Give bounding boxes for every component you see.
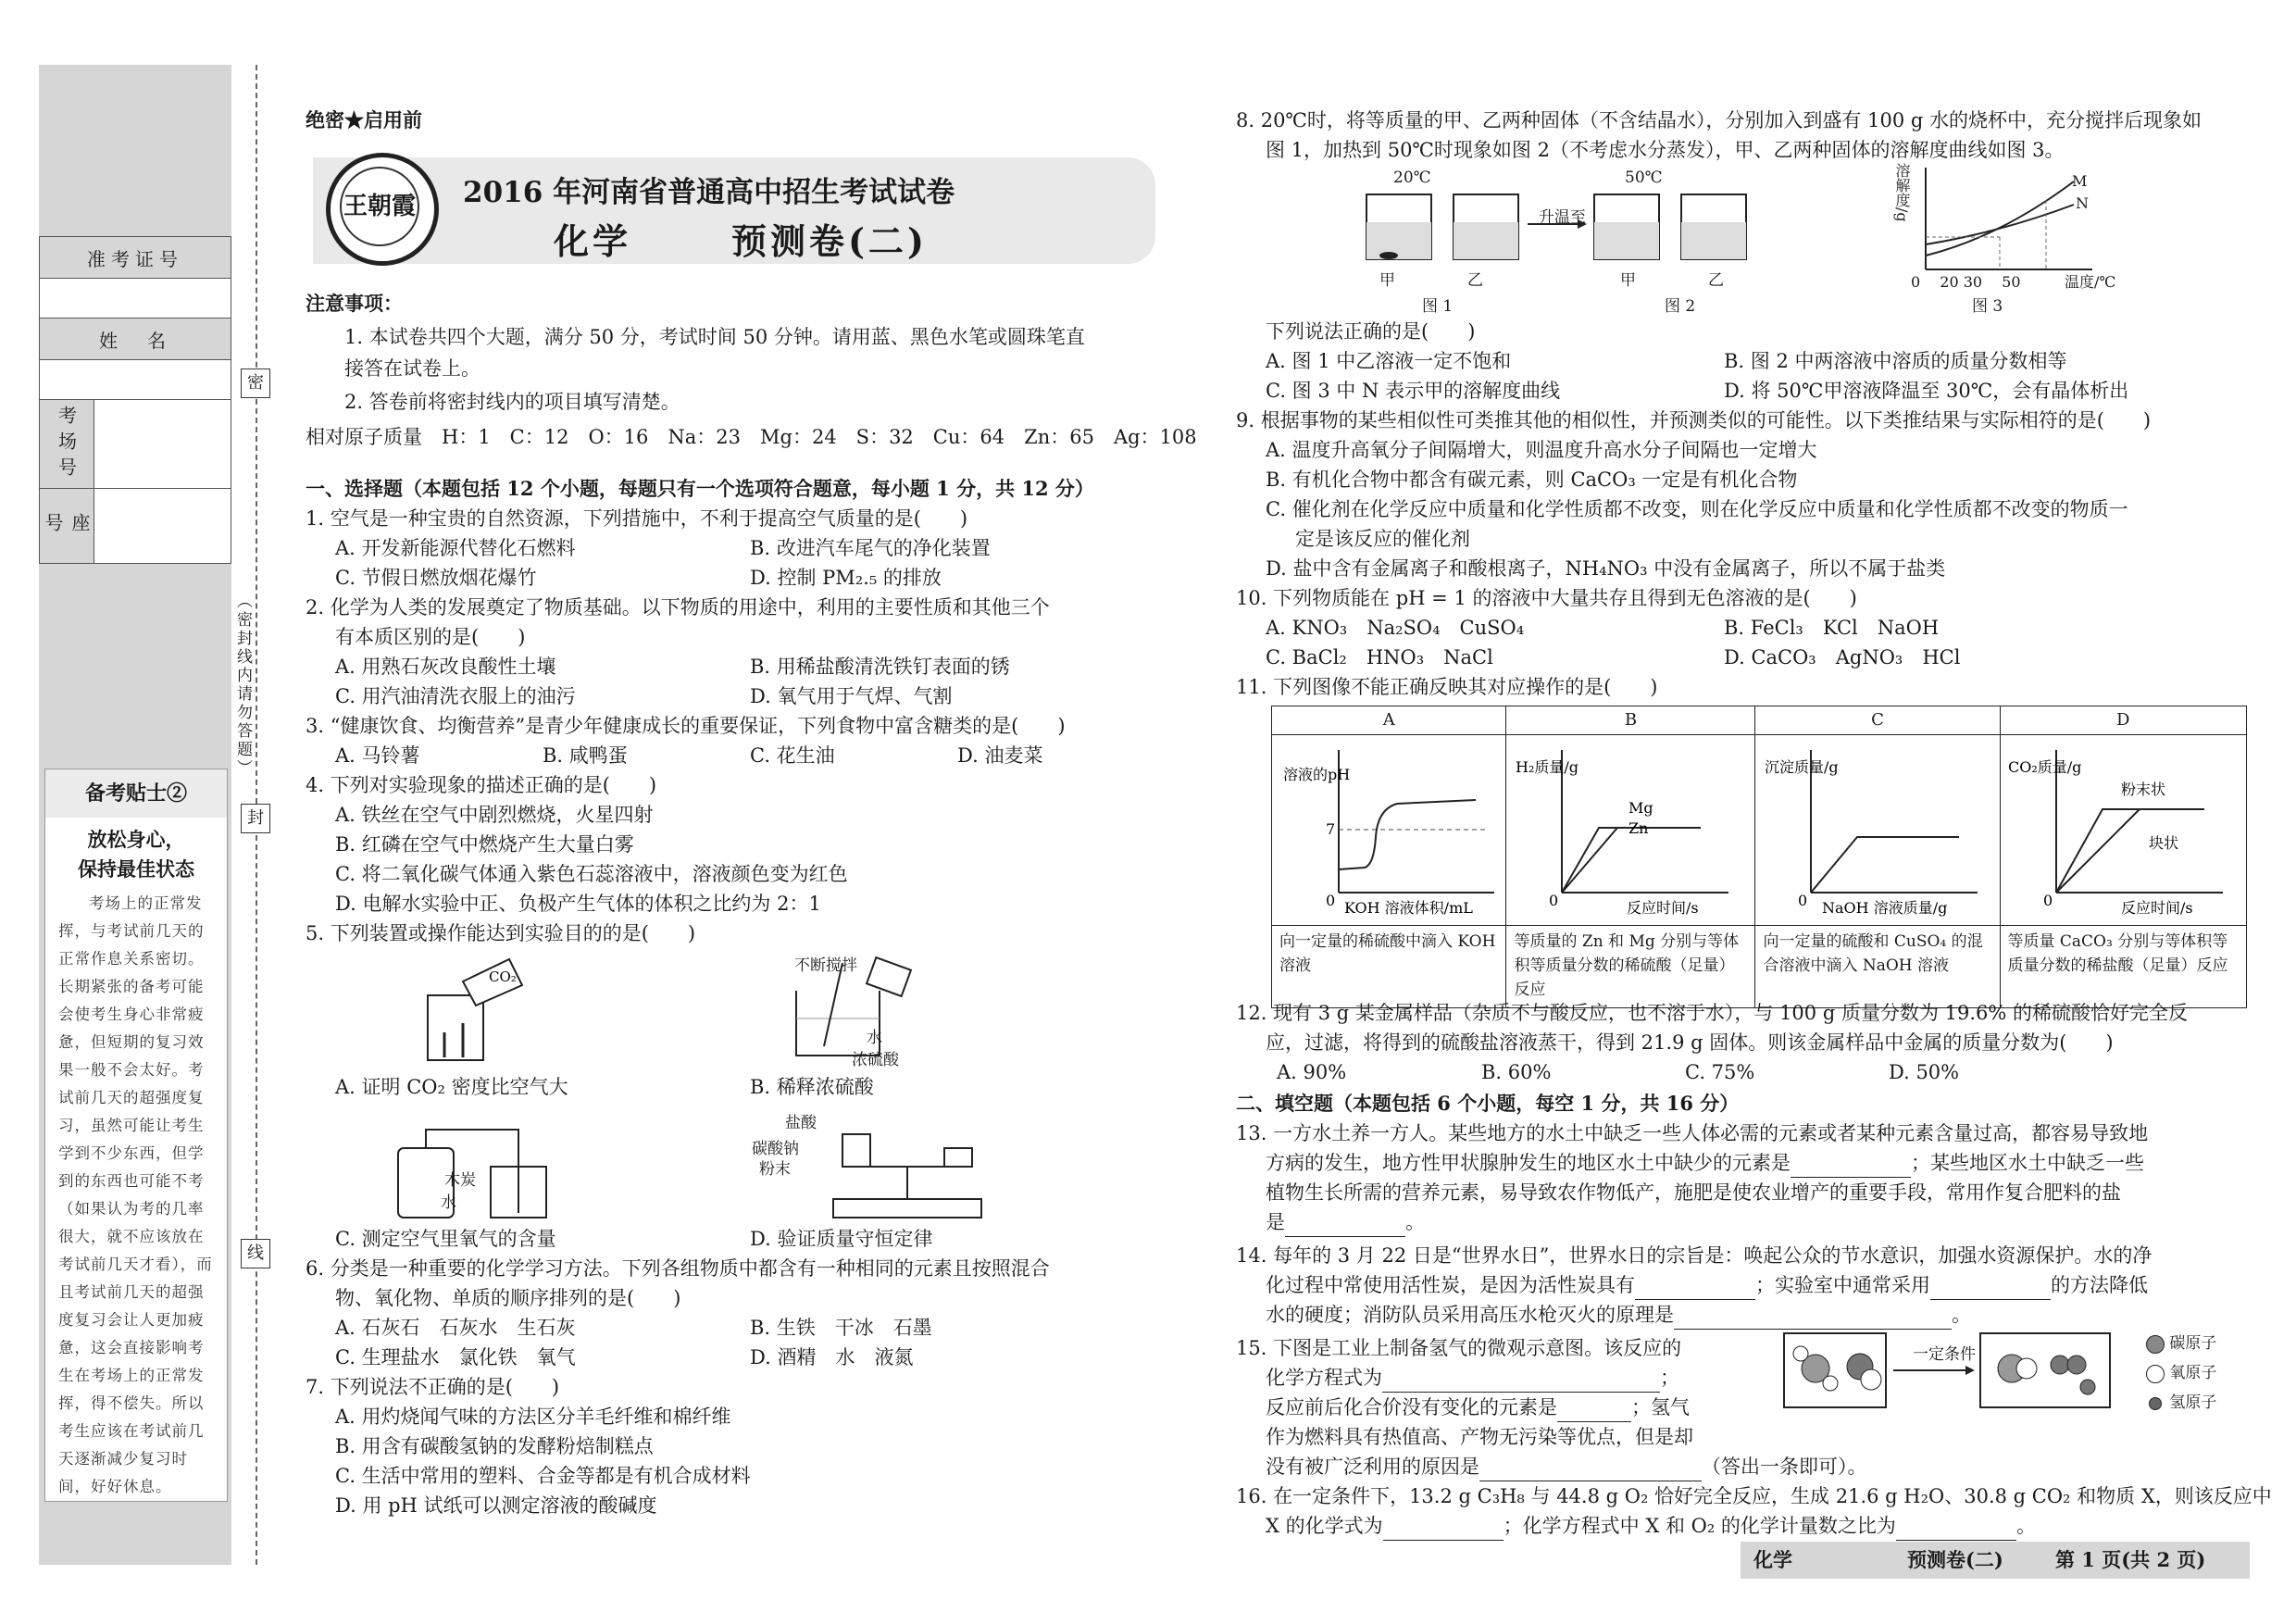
q10-stem: 10. 下列物质能在 pH = 1 的溶液中大量共存且得到无色溶液的是( ) (1236, 587, 1857, 609)
q2-stem-1: 2. 化学为人类的发展奠定了物质基础。以下物质的用途中，利用的主要性质和其他三个 (306, 596, 1050, 619)
tip-title: 备考贴士② (45, 769, 227, 818)
fig2-yi: 乙 (1708, 271, 1724, 290)
graph-d-origin: 0 (2042, 892, 2053, 909)
page-footer (1741, 1542, 2250, 1579)
q5-option-d[interactable]: D. 验证质量守恒定律 (750, 1228, 933, 1250)
legend-oxygen-label: 氧原子 (2169, 1364, 2217, 1382)
carbon-atom-icon (2146, 1335, 2165, 1354)
graph-a-origin: 0 (1326, 892, 1336, 909)
q8-stem-1: 8. 20℃时，将等质量的甲、乙两种固体（不含结晶水），分别加入到盛有 100 g 水的烧杯中，充分搅拌后现象如 (1236, 109, 2202, 131)
q2-option-a[interactable]: A. 用熟石灰改良酸性土壤 (335, 656, 556, 678)
note-1a: 1. 本试卷共四个大题，满分 50 分，考试时间 50 分钟。请用蓝、黑色水笔或圆珠笔直 (344, 326, 1085, 348)
q6-stem-2: 物、氧化物、单质的顺序排列的是( ) (335, 1287, 681, 1309)
graph-b-mg: Mg (1628, 799, 1654, 817)
seat-label: 座 号 (40, 489, 94, 564)
oxygen-atom-icon (2146, 1365, 2165, 1383)
q15-text-2b: ； (1660, 1367, 1679, 1389)
footer-page: 第 1 页(共 2 页) (2055, 1548, 2206, 1571)
fig3-caption: 图 3 (1972, 297, 2003, 316)
q4-stem: 4. 下列对实验现象的描述正确的是( ) (306, 774, 657, 796)
graph-c-origin: 0 (1798, 892, 1808, 909)
q3-stem: 3. “健康饮食、均衡营养”是青少年健康成长的重要保证，下列食物中富含糖类的是( ) (306, 715, 1066, 737)
q4-option-d[interactable]: D. 电解水实验中正、负极产生气体的体积之比约为 2：1 (335, 893, 821, 915)
room-field[interactable] (94, 400, 231, 489)
footer-paper: 预测卷(二) (1907, 1548, 2003, 1571)
paper-title: 预测卷(二) (731, 220, 928, 262)
q8-option-c[interactable]: C. 图 3 中 N 表示甲的溶解度曲线 (1266, 380, 1561, 402)
q11-graph-table (1271, 706, 2247, 1008)
graph-d-y-label: CO₂质量/g (2007, 758, 2081, 776)
fig3-m: M (2072, 172, 2088, 190)
q11-graph-a[interactable] (1272, 735, 1506, 926)
q3-option-c[interactable]: C. 花生油 (750, 744, 835, 767)
q13-blank-1[interactable] (1791, 1156, 1911, 1178)
fig1-caption: 图 1 (1422, 297, 1454, 316)
q7-option-b[interactable]: B. 用含有碳酸氢钠的发酵粉焙制糕点 (335, 1435, 654, 1457)
q16-line-1: 16. 在一定条件下，13.2 g C₃H₈ 与 44.8 g O₂ 恰好完全反应，生成 21.6 g H₂O、30.8 g CO₂ 和物质 X，则该反应中 (1236, 1485, 2272, 1507)
q2-stem-2: 有本质区别的是( ) (335, 626, 526, 648)
subject-title: 化学 (554, 220, 632, 262)
q5-apparatus-a (407, 954, 555, 1065)
fig1-yi: 乙 (1467, 271, 1483, 290)
q13-line-4 (1266, 1207, 1425, 1237)
legend-oxygen (2146, 1359, 2216, 1383)
q15-text-3a: 反应前后化合价没有变化的元素是 (1266, 1396, 1557, 1418)
q8-option-d[interactable]: D. 将 50℃甲溶液降温至 30℃，会有晶体析出 (1724, 380, 2129, 402)
q2-option-b[interactable]: B. 用稀盐酸清洗铁钉表面的锈 (750, 656, 1010, 678)
q13-text-4b: 。 (1405, 1211, 1425, 1233)
q14-text-2c: 的方法降低 (2051, 1274, 2148, 1296)
fig3-n: N (2076, 194, 2089, 212)
q3-option-d[interactable]: D. 油麦菜 (957, 744, 1043, 767)
name-label: 姓 名 (40, 319, 231, 360)
q1-option-d[interactable]: D. 控制 PM₂.₅ 的排放 (750, 567, 942, 589)
footer-subject: 化学 (1753, 1548, 1792, 1571)
q1-option-a[interactable]: A. 开发新能源代替化石燃料 (335, 537, 576, 559)
q11-stem: 11. 下列图像不能正确反映其对应操作的是( ) (1236, 676, 1658, 698)
legend-carbon-label: 碳原子 (2169, 1334, 2217, 1353)
q11-graph-b[interactable] (1506, 735, 1755, 926)
q14-text-2b: ；实验室中通常采用 (1755, 1274, 1930, 1296)
graph-b-origin: 0 (1549, 892, 1559, 909)
q2-option-c[interactable]: C. 用汽油清洗衣服上的油污 (335, 685, 576, 707)
graph-d-svg (2001, 735, 2232, 920)
q7-option-c[interactable]: C. 生活中常用的塑料、合金等都是有机合成材料 (335, 1465, 751, 1487)
seal-char-feng: 封 (241, 804, 270, 833)
q5-stir-label: 不断搅拌 (794, 956, 857, 975)
q3-option-b[interactable]: B. 咸鸭蛋 (543, 744, 628, 767)
graph-d-powder: 粉末状 (2120, 781, 2165, 798)
q13-blank-2[interactable] (1285, 1216, 1405, 1237)
graph-a-x-label: KOH 溶液体积/mL (1344, 899, 1473, 917)
exam-no-label: 准考证号 (40, 237, 231, 279)
q4-option-a[interactable]: A. 铁丝在空气中剧烈燃烧，火星四射 (335, 804, 654, 826)
q1-stem: 1. 空气是一种宝贵的自然资源，下列措施中，不利于提高空气质量的是( ) (306, 507, 968, 530)
q5-water-label: 水 (867, 1029, 882, 1047)
graph-a-y-label: 溶液的pH (1283, 766, 1351, 783)
q15-line-3 (1266, 1393, 1690, 1422)
exam-no-field[interactable] (40, 279, 231, 319)
q12-option-d[interactable]: D. 50% (1889, 1061, 1960, 1083)
q15-blank-3[interactable] (1479, 1460, 1702, 1481)
q13-text-2a: 方病的发生，地方性甲状腺肿发生的地区水土中缺少的元素是 (1266, 1152, 1791, 1174)
fig3-x-label: 温度/℃ (2065, 273, 2116, 291)
graph-a-7: 7 (1326, 820, 1336, 838)
q11-graph-c[interactable] (1755, 735, 2000, 926)
graph-d-block: 块状 (2148, 834, 2178, 852)
graph-c-y-label: 沉淀质量/g (1765, 758, 1840, 776)
q14-blank-1[interactable] (1635, 1279, 1755, 1300)
fig2-temp: 50℃ (1625, 169, 1663, 187)
q5-option-a[interactable]: A. 证明 CO₂ 密度比空气大 (335, 1076, 568, 1098)
q15-blank-2[interactable] (1557, 1401, 1631, 1422)
q4-option-c[interactable]: C. 将二氧化碳气体通入紫色石蕊溶液中，溶液颜色变为红色 (335, 863, 848, 885)
room-label: 考场号 (40, 400, 94, 489)
q6-option-d[interactable]: D. 酒精 水 液氮 (750, 1346, 914, 1368)
q16-blank-1[interactable] (1383, 1519, 1504, 1541)
q2-option-d[interactable]: D. 氧气用于气焊、气割 (750, 685, 953, 707)
q5-powder-label: 粉末 (759, 1160, 791, 1179)
heat-label: 升温至 (1539, 208, 1586, 227)
q15-text-5a: 没有被广泛利用的原因是 (1266, 1456, 1479, 1478)
q12-option-a[interactable]: A. 90% (1277, 1061, 1347, 1083)
graph-c-x-label: NaOH 溶液质量/g (1822, 899, 1948, 917)
q5-hcl-label: 盐酸 (785, 1114, 817, 1132)
q10-option-c[interactable]: C. BaCl₂ HNO₃ NaCl (1266, 646, 1493, 669)
q15-blank-1[interactable] (1382, 1371, 1660, 1393)
q5-acid-label: 浓硫酸 (852, 1051, 899, 1069)
q10-option-d[interactable]: D. CaCO₃ AgNO₃ HCl (1724, 646, 1961, 669)
q7-option-a[interactable]: A. 用灼烧闻气味的方法区分羊毛纤维和棉纤维 (335, 1406, 731, 1428)
seal-char-xian: 线 (241, 1239, 270, 1268)
q15-condition: 一定条件 (1913, 1345, 1976, 1364)
publisher-logo (326, 153, 439, 266)
legend-carbon (2146, 1330, 2216, 1354)
note-1b: 接答在试卷上。 (344, 357, 480, 380)
q9-stem: 9. 根据事物的某些相似性可类推其他的相似性，并预测类似的可能性。以下类推结果与实际相符的是( ) (1236, 409, 2152, 431)
q10-option-a[interactable]: A. KNO₃ Na₂SO₄ CuSO₄ (1266, 617, 1525, 639)
fig2-jia: 甲 (1620, 271, 1636, 290)
q14-text-3b: 。 (1952, 1304, 1971, 1326)
section-1-heading: 一、选择题（本题包括 12 个小题，每题只有一个选项符合题意，每小题 1 分，共 12 分） (306, 477, 1094, 500)
legend-hydrogen (2146, 1389, 2216, 1412)
q9-option-c-1[interactable]: C. 催化剂在化学反应中质量和化学性质都不改变，则在化学反应中质量和化学性质都不改变的物质一 (1266, 498, 2128, 520)
section-2-heading: 二、填空题（本题包括 6 个小题，每空 1 分，共 16 分） (1236, 1092, 1740, 1115)
q5-option-c[interactable]: C. 测定空气里氧气的含量 (335, 1228, 556, 1250)
q11-desc-b: 等质量的 Zn 和 Mg 分别与等体积等质量分数的稀硫酸（足量）反应 (1506, 926, 1755, 1008)
q9-option-d[interactable]: D. 盐中含有金属离子和酸根离子，NH₄NO₃ 中没有金属离子，所以不属于盐类 (1266, 557, 1946, 580)
q6-option-b[interactable]: B. 生铁 干冰 石墨 (750, 1317, 932, 1339)
q13-line-3: 植物生长所需的营养元素，易导致农作物低产，施肥是使农业增产的重要手段，常用作复合肥料的盐 (1266, 1181, 2121, 1204)
q11-desc-a: 向一定量的稀硫酸中滴入 KOH 溶液 (1272, 926, 1506, 1008)
q3-option-a[interactable]: A. 马铃薯 (335, 744, 420, 767)
tip-sub-1: 放松身心， (87, 828, 185, 851)
tip-text: 考场上的正常发挥，与考试前几天的正常作息关系密切。长期紧张的备考可能会使考生身心非常疲惫，但短期的复习效果一般不会太好。考试前几天的超强度复习，虽然可能让考生学到不少东西，但学到的东西也可能不考（如果认为考的几率很大，就不应该放在考试前几天才看），而且考试前几天的超强度复习会让人更加疲惫，这会直接影响考生在考场上的正常发挥，得不偿失。所以考生应该在考试前几天逐渐减少复习时间，好好休息。 (58, 894, 213, 1495)
seat-field[interactable] (94, 489, 231, 564)
q8-stem-2: 图 1，加热到 50℃时现象如图 2（不考虑水分蒸发），甲、乙两种固体的溶解度曲线如图 3。 (1266, 139, 2065, 161)
q14-blank-2[interactable] (1930, 1279, 2051, 1300)
seal-note: （密封线内请勿答题） (233, 593, 252, 778)
q5-option-b[interactable]: B. 稀释浓硫酸 (750, 1076, 874, 1098)
fig1-jia: 甲 (1379, 271, 1395, 290)
q11-header-b: B (1506, 706, 1755, 735)
q15-line-2 (1266, 1363, 1679, 1393)
q10-option-b[interactable]: B. FeCl₃ KCl NaOH (1724, 617, 1940, 639)
notes-title: 注意事项： (306, 292, 403, 315)
q4-option-b[interactable]: B. 红磷在空气中燃烧产生大量白雾 (335, 833, 634, 856)
seal-char-mi: 密 (241, 369, 270, 398)
q5-na-label: 碳酸钠 (752, 1140, 799, 1158)
q6-option-a[interactable]: A. 石灰石 石灰水 生石灰 (335, 1317, 576, 1339)
q6-stem-1: 6. 分类是一种重要的化学学习方法。下列各组物质中都含有一种相同的元素且按照混合 (306, 1257, 1050, 1280)
q16-text-2a: X 的化学式为 (1266, 1515, 1383, 1537)
note-2: 2. 答卷前将密封线内的项目填写清楚。 (344, 391, 680, 413)
q14-line-2 (1266, 1270, 2148, 1300)
q5-co2-label: CO₂ (489, 968, 517, 985)
q11-header-d: D (2000, 706, 2247, 735)
q16-text-2b: ；化学方程式中 X 和 O₂ 的化学计量数之比为 (1503, 1515, 1896, 1537)
q15-line-5 (1266, 1452, 1867, 1481)
fig2-caption: 图 2 (1665, 297, 1696, 316)
q16-blank-2[interactable] (1896, 1519, 2016, 1541)
graph-a-svg (1272, 735, 1504, 920)
graph-b-y-label: H₂质量/g (1516, 758, 1579, 776)
q8-option-b[interactable]: B. 图 2 中两溶液中溶质的质量分数相等 (1724, 350, 2067, 372)
atomic-masses: 相对原子质量 H：1 C：12 O：16 Na：23 Mg：24 S：32 Cu：64 Zn：65 Ag：108 (306, 426, 1197, 448)
q12-option-b[interactable]: B. 60% (1481, 1061, 1552, 1083)
q9-option-b[interactable]: B. 有机化合物中都含有碳元素，则 CaCO₃ 一定是有机化合物 (1266, 469, 1798, 491)
q13-text-2b: ；某些地区水土中缺乏一些 (1911, 1152, 2144, 1174)
q16-text-2c: 。 (2015, 1515, 2036, 1537)
q13-line-1: 13. 一方水土养一方人。某些地方的水土中缺乏一些人体必需的元素或者某种元素含量过高，都容易导致地 (1236, 1122, 2149, 1144)
q11-desc-c: 向一定量的硫酸和 CuSO₄ 的混合溶液中滴入 NaOH 溶液 (1755, 926, 2000, 1008)
q5-stem: 5. 下列装置或操作能达到实验目的的是( ) (306, 922, 696, 944)
exam-title: 2016 年河南省普通高中招生考试试卷 (463, 176, 955, 209)
q13-line-2 (1266, 1148, 2144, 1178)
q8-option-a[interactable]: A. 图 1 中乙溶液一定不饱和 (1266, 350, 1512, 372)
q13-text-4a: 是 (1266, 1211, 1285, 1233)
q11-graph-d[interactable] (2000, 735, 2247, 926)
q7-stem: 7. 下列说法不正确的是( ) (306, 1376, 560, 1398)
q15-line-4: 作为燃料具有热值高、产物无污染等优点，但是却 (1266, 1426, 1693, 1448)
q1-option-c[interactable]: C. 节假日燃放烟花爆竹 (335, 567, 537, 589)
q16-line-2 (1266, 1511, 2036, 1541)
candidate-info-table (39, 236, 231, 564)
fig3-ticks: 0 20 30 50 (1911, 273, 2021, 291)
q11-desc-d: 等质量 CaCO₃ 分别与等体积等质量分数的稀盐酸（足量）反应 (2000, 926, 2247, 1008)
q1-option-b[interactable]: B. 改进汽车尾气的净化装置 (750, 537, 991, 559)
logo-text: 王朝霞 (340, 167, 419, 246)
q15-micro-diagram (1782, 1324, 2115, 1417)
q6-option-c[interactable]: C. 生理盐水 氯化铁 氧气 (335, 1346, 576, 1368)
q5-apparatus-d (815, 1111, 1000, 1222)
q9-option-c-2: 定是该反应的催化剂 (1295, 528, 1470, 550)
q8-stem-3: 下列说法正确的是( ) (1266, 320, 1476, 343)
q15-text-3b: ；氢气 (1631, 1396, 1690, 1418)
graph-b-zn: Zn (1628, 819, 1649, 837)
q12-option-c[interactable]: C. 75% (1685, 1061, 1755, 1083)
graph-b-svg (1506, 735, 1738, 920)
q15-text-2a: 化学方程式为 (1266, 1367, 1382, 1389)
secret-mark: 绝密★启用前 (306, 108, 422, 131)
q15-text-5b: （答出一条即可）。 (1702, 1456, 1867, 1478)
exam-tip-box (44, 769, 228, 1502)
q14-text-3a: 水的硬度；消防队员采用高压水枪灭火的原理是 (1266, 1304, 1674, 1326)
tip-sub-2: 保持最佳状态 (78, 857, 194, 881)
q15-line-1: 15. 下图是工业上制备氢气的微观示意图。该反应的 (1236, 1337, 1682, 1359)
hydrogen-atom-icon (2149, 1397, 2162, 1410)
q9-option-a[interactable]: A. 温度升高氧分子间隔增大，则温度升高水分子间隔也一定增大 (1266, 439, 1817, 461)
q12-stem-2: 应，过滤，将得到的硫酸盐溶液蒸干，得到 21.9 g 固体。则该金属样品中金属的质量分数为( ) (1266, 1031, 2114, 1054)
fig1-temp: 20℃ (1393, 169, 1431, 187)
q11-header-c: C (1755, 706, 2000, 735)
q12-stem-1: 12. 现有 3 g 某金属样品（杂质不与酸反应，也不溶于水），与 100 g 质量分数为 19.6% 的稀硫酸恰好完全反 (1236, 1002, 2189, 1024)
q5-water2-label: 水 (441, 1193, 456, 1212)
q14-line-1: 14. 每年的 3 月 22 日是“世界水日”，世界水日的宗旨是：唤起公众的节水意识，加强水资源保护。水的净 (1236, 1244, 2152, 1267)
legend-hydrogen-label: 氢原子 (2169, 1393, 2217, 1412)
graph-b-x-label: 反应时间/s (1627, 899, 1700, 917)
q5-char-label: 木炭 (444, 1171, 476, 1190)
graph-c-svg (1755, 735, 1987, 920)
q11-header-a: A (1272, 706, 1506, 735)
fig3-y-label: 溶解度/g (1893, 163, 1911, 222)
q7-option-d[interactable]: D. 用 pH 试纸可以测定溶液的酸碱度 (335, 1494, 657, 1517)
graph-d-x-label: 反应时间/s (2120, 899, 2193, 917)
name-field[interactable] (40, 360, 231, 400)
q14-text-2a: 化过程中常使用活性炭，是因为活性炭具有 (1266, 1274, 1635, 1296)
